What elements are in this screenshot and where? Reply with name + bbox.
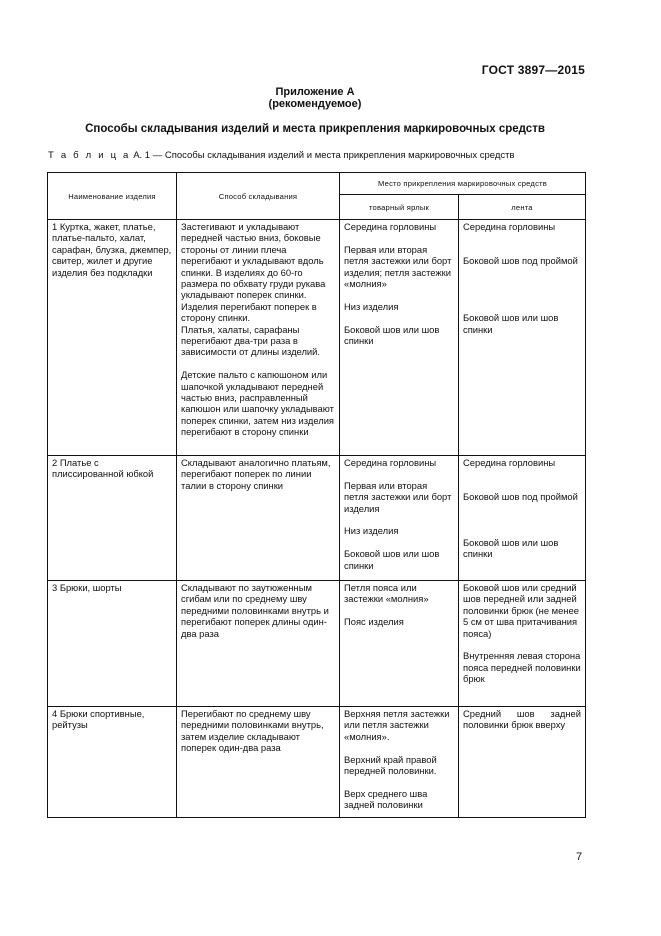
- appendix-title: Приложение А: [275, 86, 355, 98]
- label-place: Середина горловины: [344, 221, 437, 232]
- cell-tape: [459, 456, 586, 581]
- header-place: Место прикрепления маркировочных средств: [340, 173, 586, 195]
- table-caption-text: — Способы складывания изделий и места прикрепления маркировочных средств: [152, 150, 515, 161]
- spacer: [344, 232, 454, 243]
- table-body: [48, 220, 586, 818]
- tape-place: Боковой шов под проймой: [463, 255, 578, 267]
- spacer: [344, 605, 454, 616]
- label-place: Первая или вторая петля застежки или борт изделия: [344, 479, 452, 514]
- label-place: Низ изделия: [344, 525, 399, 537]
- tape-place: Середина горловины: [463, 221, 556, 232]
- header-tape: лента: [459, 195, 586, 220]
- spacer: [463, 289, 581, 300]
- spacer: [463, 514, 581, 525]
- method-paragraph: Складывают по заутюженным сгибам или по среднему шву передними половинками внутрь и перегибают поперек длины один-два раза: [181, 582, 329, 639]
- label-place: Первая или вторая петля застежки или борт изделия; петля застежки «молния»: [344, 243, 452, 290]
- method-paragraph: Детские пальто с капюшоном или шапочкой укладывают передней частью вниз, расправленный капюшон или шапочку укладывают поперек спинки, затем низ изделия перегибают в сторону спинки: [181, 369, 335, 438]
- spacer: [463, 267, 581, 278]
- method-paragraph: Перегибают по среднему шву передними половинками внутрь, затем изделие складывают поперек один-два раза: [181, 708, 324, 754]
- tape-place: Середина горловины: [463, 457, 556, 468]
- tape-place: Средний шов задней половинки брюк вверху: [463, 708, 582, 731]
- tape-place: Боковой шов или средний шов передней или задней половинки брюк (не менее 5 см от шва притачивания пояса): [463, 582, 579, 639]
- cell-item: 1 Куртка, жакет, платье, платье-пальто, халат, сарафан, блузка, джемпер, свитер, жилет и другие изделия без подкладки: [48, 220, 177, 456]
- appendix-subtitle: (рекомендуемое): [268, 98, 362, 110]
- cell-method: [177, 220, 340, 456]
- page-number: 7: [576, 851, 583, 863]
- tape-place: Боковой шов или шов спинки: [463, 536, 559, 560]
- cell-label: [340, 581, 459, 707]
- spacer: [344, 742, 454, 753]
- method-paragraph: Застегивают и укладывают передней частью вниз, боковые стороны от линии плеча перегибают и укладывают вдоль спинки. В изделиях до 60-го размера по обхвату груди рукава укладывают поперек спинки. Изделия перегибают поперек в сторону спинки.: [181, 221, 326, 324]
- label-place: Пояс изделия: [344, 616, 404, 628]
- header-method: Способ складывания: [177, 173, 340, 220]
- tape-place: Боковой шов или шов спинки: [463, 312, 559, 335]
- spacer: [344, 537, 454, 548]
- label-place: Верхний край правой передней половинки.: [344, 753, 437, 777]
- label-place: Верхняя петля застежки или петля застежки «молния».: [344, 708, 450, 742]
- spacer: [344, 289, 454, 300]
- spacer: [463, 244, 581, 255]
- table-row: [48, 456, 586, 581]
- cell-item: 2 Платье с плиссированной юбкой: [48, 456, 177, 581]
- spacer: [463, 468, 581, 479]
- tape-place: Внутренняя левая сторона пояса передней половинки брюк: [463, 650, 581, 685]
- table-caption-prefix: Т а б л и ц а: [48, 150, 131, 161]
- header-item: Наименование изделия: [48, 173, 177, 220]
- spacer: [463, 232, 581, 243]
- cell-label: [340, 456, 459, 581]
- cell-tape: [459, 707, 586, 818]
- cell-item: 4 Брюки спортивные, рейтузы: [48, 707, 177, 818]
- label-place: Боковой шов или шов спинки: [344, 323, 440, 347]
- spacer: [344, 514, 454, 525]
- spacer: [463, 480, 581, 491]
- label-place: Середина горловины: [344, 457, 437, 468]
- spacer: [463, 639, 581, 650]
- cell-label: [340, 707, 459, 818]
- table-row: [48, 220, 586, 456]
- cell-tape: [459, 220, 586, 456]
- cell-label: [340, 220, 459, 456]
- spacer: [463, 301, 581, 312]
- label-place: Петля пояса или застежки «молния»: [344, 582, 429, 605]
- standard-number: ГОСТ 3897—2015: [481, 63, 585, 77]
- cell-method: [177, 456, 340, 581]
- label-place: Боковой шов или шов спинки: [344, 548, 440, 571]
- document-title: Способы складывания изделий и места прикрепления маркировочных средств: [85, 123, 545, 135]
- table-row: [48, 581, 586, 707]
- cell-item: 3 Брюки, шорты: [48, 581, 177, 707]
- spacer: [181, 358, 335, 369]
- cell-method: [177, 707, 340, 818]
- tape-place: Боковой шов под проймой: [463, 491, 578, 503]
- method-paragraph: Складывают аналогично платьям, перегибают поперек по линии талии в сторону спинки: [181, 457, 331, 491]
- folding-methods-table: [47, 172, 586, 818]
- spacer: [463, 503, 581, 514]
- method-paragraph: Платья, халаты, сарафаны перегибают два-три раза в зависимости от длины изделий.: [181, 323, 320, 358]
- spacer: [463, 525, 581, 536]
- cell-method: [177, 581, 340, 707]
- table-caption-number: А. 1: [133, 150, 151, 161]
- label-place: Верх среднего шва задней половинки: [344, 787, 428, 811]
- header-label: товарный ярлык: [340, 195, 459, 220]
- spacer: [344, 468, 454, 479]
- cell-tape: [459, 581, 586, 707]
- spacer: [344, 312, 454, 323]
- table-row: [48, 707, 586, 818]
- label-place: Низ изделия: [344, 300, 399, 312]
- spacer: [463, 278, 581, 289]
- spacer: [344, 776, 454, 787]
- appendix-heading: [0, 86, 630, 110]
- table-caption: [48, 150, 515, 161]
